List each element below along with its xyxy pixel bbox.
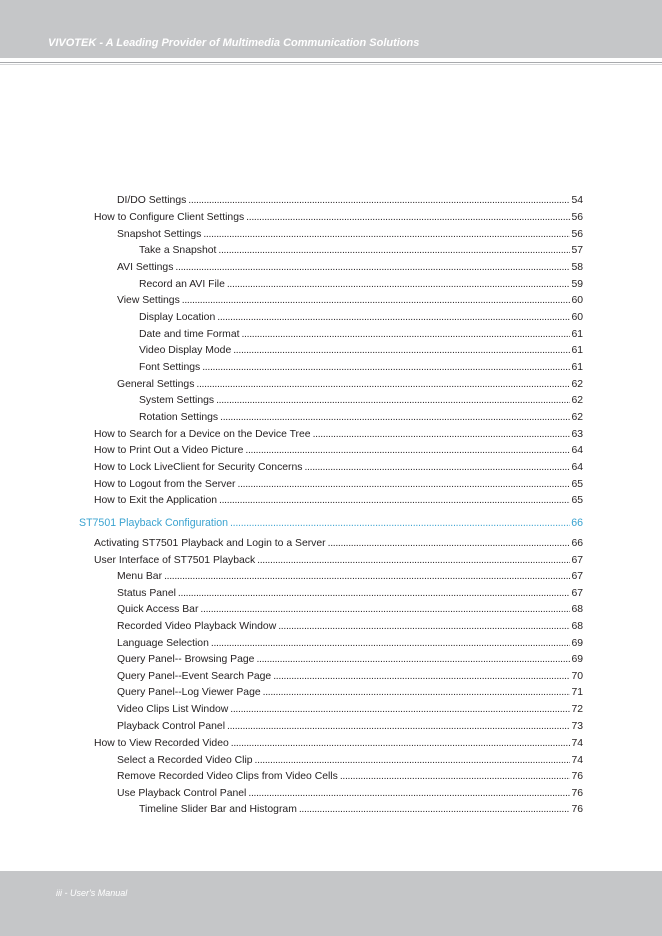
toc-entry-page: 76 [571, 771, 583, 782]
toc-entry[interactable] [117, 620, 583, 634]
toc-entry[interactable] [94, 461, 583, 475]
toc-entry[interactable] [94, 554, 583, 568]
toc-entry-title: Take a Snapshot [139, 245, 217, 256]
toc-entry-page: 74 [571, 738, 583, 749]
toc-dot-leader [211, 637, 571, 651]
toc-entry-page: 61 [571, 345, 583, 356]
toc-entry-page: 76 [571, 788, 583, 799]
toc-entry-page: 73 [571, 721, 583, 732]
toc-dot-leader [241, 328, 570, 342]
toc-entry[interactable] [139, 244, 583, 258]
toc-dot-leader [216, 394, 570, 408]
toc-dot-leader [202, 361, 570, 375]
toc-dot-leader [217, 311, 570, 325]
toc-entry-page: 74 [571, 755, 583, 766]
toc-entry-title: AVI Settings [117, 262, 174, 273]
toc-entry-page: 67 [571, 588, 583, 599]
toc-entry[interactable] [94, 537, 583, 551]
toc-dot-leader [304, 461, 570, 475]
toc-dot-leader [255, 754, 571, 768]
toc-dot-leader [196, 378, 570, 392]
header-divider-secondary [0, 64, 662, 65]
toc-entry[interactable] [117, 754, 583, 768]
toc-entry-title: Video Display Mode [139, 345, 232, 356]
toc-entry-title: Status Panel [117, 588, 176, 599]
toc-entry-page: 59 [571, 279, 583, 290]
toc-entry-title: Query Panel--Event Search Page [117, 671, 272, 682]
toc-dot-leader [246, 211, 570, 225]
toc-entry[interactable] [94, 444, 583, 458]
toc-dot-leader [200, 603, 570, 617]
toc-entry-title: DI/DO Settings [117, 195, 187, 206]
toc-entry[interactable] [117, 603, 583, 617]
toc-entry-page: 68 [571, 621, 583, 632]
toc-entry-title: How to Exit the Application [94, 495, 218, 506]
toc-entry-title: Snapshot Settings [117, 229, 202, 240]
toc-entry-page: 60 [571, 295, 583, 306]
toc-entry-title: How to View Recorded Video [94, 738, 229, 749]
toc-entry[interactable] [139, 328, 583, 342]
toc-entry-title: Playback Control Panel [117, 721, 226, 732]
toc-dot-leader [313, 428, 571, 442]
toc-entry-page: 64 [571, 445, 583, 456]
header-divider [0, 62, 662, 63]
toc-entry-title: Menu Bar [117, 571, 163, 582]
toc-entry-page: 60 [571, 312, 583, 323]
toc-entry-title: How to Configure Client Settings [94, 212, 245, 223]
toc-entry-title: Recorded Video Playback Window [117, 621, 277, 632]
toc-entry-page: 62 [571, 379, 583, 390]
toc-entry-page: 67 [571, 555, 583, 566]
toc-entry[interactable] [117, 228, 583, 242]
page-header [0, 0, 662, 58]
toc-entry[interactable] [117, 378, 583, 392]
toc-entry-title: Rotation Settings [139, 412, 219, 423]
toc-entry-page: 76 [571, 804, 583, 815]
toc-entry-title: Date and time Format [139, 329, 240, 340]
toc-chapter-entry[interactable] [79, 516, 583, 530]
toc-entry[interactable] [117, 770, 583, 784]
toc-entry-title: System Settings [139, 395, 215, 406]
toc-entry[interactable] [117, 194, 583, 208]
toc-entry[interactable] [94, 211, 583, 225]
toc-entry[interactable] [139, 311, 583, 325]
toc-entry-page: 62 [571, 412, 583, 423]
toc-entry-page: 67 [571, 571, 583, 582]
toc-entry[interactable] [117, 637, 583, 651]
toc-entry-title: ST7501 Playback Configuration [79, 517, 228, 529]
toc-entry[interactable] [139, 361, 583, 375]
toc-dot-leader [299, 803, 571, 817]
toc-entry[interactable] [94, 494, 583, 508]
toc-dot-leader [278, 620, 570, 634]
toc-entry-title: How to Lock LiveClient for Security Concerns [94, 462, 303, 473]
toc-entry-page: 64 [571, 462, 583, 473]
toc-dot-leader [182, 294, 571, 308]
toc-entry[interactable] [117, 670, 583, 684]
toc-entry-page: 66 [571, 517, 583, 529]
toc-entry-page: 71 [571, 687, 583, 698]
toc-entry-title: Display Location [139, 312, 216, 323]
toc-dot-leader [203, 228, 570, 242]
toc-entry[interactable] [94, 737, 583, 751]
toc-entry-title: How to Search for a Device on the Device Tree [94, 429, 311, 440]
toc-entry-title: Remove Recorded Video Clips from Video Cells [117, 771, 338, 782]
toc-entry-title: Query Panel--Log Viewer Page [117, 687, 261, 698]
toc-entry-page: 69 [571, 654, 583, 665]
toc-entry-title: Timeline Slider Bar and Histogram [139, 804, 297, 815]
toc-entry-page: 56 [571, 229, 583, 240]
toc-entry-title: General Settings [117, 379, 195, 390]
toc-dot-leader [219, 494, 570, 508]
toc-dot-leader [218, 244, 570, 258]
footer-page-label: iii - User's Manual [56, 888, 128, 898]
toc-dot-leader [263, 686, 571, 700]
toc-entry-page: 72 [571, 704, 583, 715]
toc-entry[interactable] [117, 686, 583, 700]
toc-entry-title: How to Logout from the Server [94, 479, 236, 490]
toc-entry-title: Query Panel-- Browsing Page [117, 654, 255, 665]
toc-entry-title: Font Settings [139, 362, 201, 373]
toc-entry[interactable] [139, 803, 583, 817]
toc-entry-page: 65 [571, 479, 583, 490]
toc-entry[interactable] [117, 720, 583, 734]
toc-dot-leader [220, 411, 570, 425]
toc-dot-leader [227, 720, 570, 734]
toc-entry-page: 61 [571, 362, 583, 373]
toc-dot-leader [233, 344, 570, 358]
toc-entry-page: 63 [571, 429, 583, 440]
toc-entry-title: Video Clips List Window [117, 704, 229, 715]
toc-entry[interactable] [139, 344, 583, 358]
toc-dot-leader [227, 278, 571, 292]
toc-entry-page: 65 [571, 495, 583, 506]
toc-entry[interactable] [117, 294, 583, 308]
toc-entry-title: Activating ST7501 Playback and Login to a Server [94, 538, 326, 549]
toc-dot-leader [257, 554, 570, 568]
toc-entry[interactable] [139, 394, 583, 408]
toc-dot-leader [231, 737, 571, 751]
page-footer [0, 871, 662, 936]
toc-dot-leader [273, 670, 570, 684]
toc-entry-page: 58 [571, 262, 583, 273]
toc-dot-leader [188, 194, 570, 208]
toc-entry-title: Quick Access Bar [117, 604, 199, 615]
toc-entry[interactable] [117, 587, 583, 601]
toc-entry-page: 61 [571, 329, 583, 340]
toc-entry[interactable] [139, 411, 583, 425]
toc-entry-title: How to Print Out a Video Picture [94, 445, 244, 456]
toc-entry-page: 54 [571, 195, 583, 206]
toc-entry[interactable] [94, 428, 583, 442]
toc-entry-page: 62 [571, 395, 583, 406]
toc-entry-title: Use Playback Control Panel [117, 788, 247, 799]
toc-dot-leader [178, 587, 571, 601]
toc-entry-title: Select a Recorded Video Clip [117, 755, 253, 766]
toc-entry[interactable] [117, 261, 583, 275]
toc-entry[interactable] [117, 653, 583, 667]
toc-entry[interactable] [117, 787, 583, 801]
toc-dot-leader [248, 787, 570, 801]
toc-entry-page: 70 [571, 671, 583, 682]
toc-entry-title: User Interface of ST7501 Playback [94, 555, 256, 566]
toc-entry-page: 69 [571, 638, 583, 649]
toc-entry-page: 57 [571, 245, 583, 256]
toc-entry[interactable] [94, 478, 583, 492]
toc-entry-title: View Settings [117, 295, 180, 306]
toc-entry-title: Language Selection [117, 638, 209, 649]
header-title: VIVOTEK - A Leading Provider of Multimedia Communication Solutions [48, 37, 420, 49]
toc-entry-page: 66 [571, 538, 583, 549]
toc-entry-page: 56 [571, 212, 583, 223]
toc-entry-page: 68 [571, 604, 583, 615]
toc-dot-leader [256, 653, 570, 667]
toc-dot-leader [175, 261, 570, 275]
toc-entry-title: Record an AVI File [139, 279, 225, 290]
toc-entry[interactable] [117, 703, 583, 717]
toc-entry[interactable] [117, 570, 583, 584]
toc-entry[interactable] [139, 278, 583, 292]
toc-dot-leader [340, 770, 571, 784]
toc-dot-leader [164, 570, 570, 584]
toc-dot-leader [230, 703, 570, 717]
toc-dot-leader [245, 444, 570, 458]
toc-dot-leader [230, 516, 570, 530]
toc-dot-leader [238, 478, 571, 492]
toc-dot-leader [328, 537, 571, 551]
